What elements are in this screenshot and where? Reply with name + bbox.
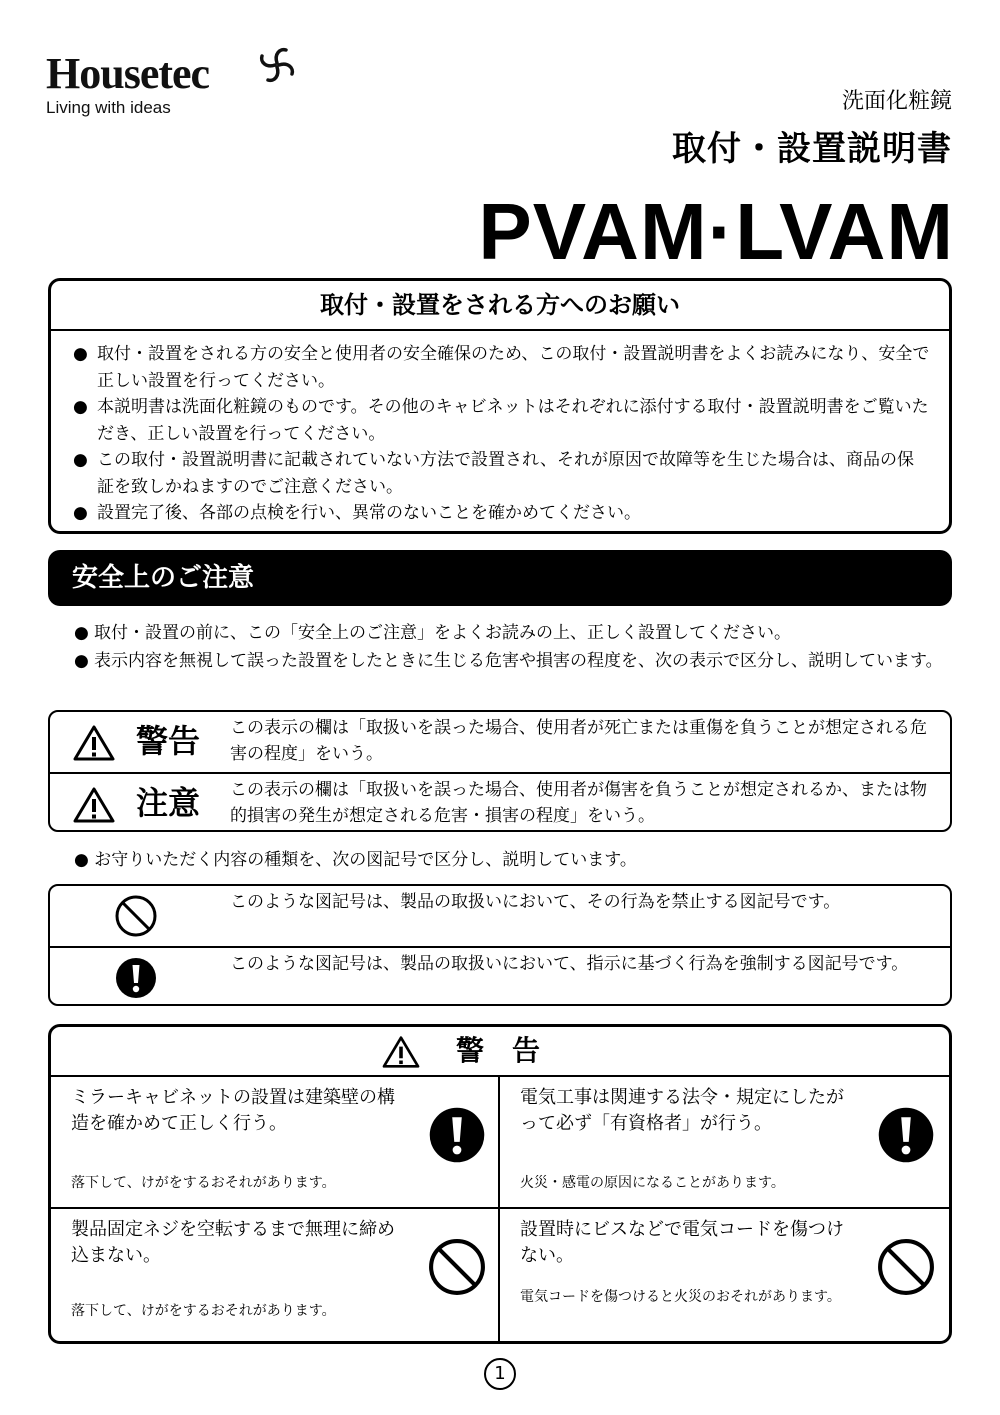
prohibition-icon bbox=[114, 894, 158, 938]
mandatory-description: このような図記号は、製品の取扱いにおいて、指示に基づく行為を強制する図記号です。 bbox=[230, 954, 909, 974]
warning-item bbox=[51, 1077, 500, 1209]
installer-request-box bbox=[48, 278, 952, 534]
bullet-icon: ● bbox=[73, 344, 88, 364]
warning-item-text: 電気工事は関連する法令・規定にしたがって必ず「有資格者」が行う。 bbox=[520, 1087, 844, 1134]
request-item: ● この取付・設置説明書に記載されていない方法で設置され、それが原因で故障等を生じた場合は、商品の保証を致しかねますのでご注意ください。 bbox=[73, 447, 931, 500]
model-number: PVAM·LVAM bbox=[478, 187, 954, 276]
symbol-row bbox=[50, 946, 950, 1006]
hazard-level-row bbox=[50, 772, 950, 832]
warning-item bbox=[51, 1209, 500, 1341]
bullet-icon: ● bbox=[73, 450, 88, 470]
warning-item-consequence: 落下して、けがをするおそれがあります。 bbox=[71, 1303, 336, 1319]
brand-tagline: Living with ideas bbox=[46, 98, 171, 117]
intro-item: ● 表示内容を無視して誤った設置をしたときに生じる危害や損害の程度を、次の表示で区分し、説明しています。 bbox=[74, 647, 944, 675]
caution-label: 注意 bbox=[136, 784, 201, 822]
prohibition-icon bbox=[876, 1237, 936, 1297]
pinwheel-icon bbox=[254, 42, 300, 88]
warning-item-text: ミラーキャビネットの設置は建築壁の構造を確かめて正しく行う。 bbox=[71, 1087, 395, 1134]
warning-item bbox=[500, 1209, 949, 1341]
caution-triangle-icon bbox=[72, 786, 116, 824]
prohibition-description: このような図記号は、製品の取扱いにおいて、その行為を禁止する図記号です。 bbox=[230, 892, 841, 912]
symbol-note: ● お守りいただく内容の種類を、次の図記号で区分し、説明しています。 bbox=[74, 850, 637, 870]
warning-triangle-icon bbox=[72, 724, 116, 762]
bullet-icon: ● bbox=[74, 850, 89, 870]
hazard-level-table bbox=[48, 710, 952, 832]
warning-triangle-icon bbox=[381, 1035, 421, 1069]
bullet-icon: ● bbox=[73, 397, 88, 417]
brand-name: Housetec bbox=[46, 49, 210, 98]
installer-request-title: 取付・設置をされる方へのお願い bbox=[51, 281, 949, 331]
document-title: 取付・設置説明書 bbox=[672, 129, 952, 169]
request-item: ● 本説明書は洗面化粧鏡のものです。その他のキャビネットはそれぞれに添付する取付・設置説明書をご覧いただき、正しい設置を行ってください。 bbox=[73, 394, 931, 447]
mandatory-icon bbox=[876, 1105, 936, 1165]
warning-item-text: 設置時にビスなどで電気コードを傷つけない。 bbox=[520, 1219, 844, 1266]
warning-label: 警告 bbox=[136, 722, 201, 760]
warning-box-header bbox=[51, 1027, 949, 1077]
mandatory-icon bbox=[427, 1105, 487, 1165]
request-item: ● 取付・設置をされる方の安全と使用者の安全確保のため、この取付・設置説明書をよくお読みになり、安全で正しい設置を行ってください。 bbox=[73, 341, 931, 394]
intro-item: ● 取付・設置の前に、この「安全上のご注意」をよくお読みの上、正しく設置してください。 bbox=[74, 619, 944, 647]
prohibition-icon bbox=[427, 1237, 487, 1297]
caution-description: この表示の欄は「取扱いを誤った場合、使用者が傷害を負うことが想定されるか、または物的損害の発生が想定される危害・損害の程度」をいう。 bbox=[230, 780, 927, 826]
warning-item-text: 製品固定ネジを空転するまで無理に締め込まない。 bbox=[71, 1219, 395, 1266]
bullet-icon: ● bbox=[73, 503, 88, 523]
warning-item-consequence: 火災・感電の原因になることがあります。 bbox=[520, 1175, 785, 1191]
bullet-icon: ● bbox=[74, 623, 89, 643]
mandatory-icon bbox=[114, 956, 158, 1000]
warning-item-consequence: 落下して、けがをするおそれがあります。 bbox=[71, 1175, 336, 1191]
bullet-icon: ● bbox=[74, 651, 89, 671]
warning-item bbox=[500, 1077, 949, 1209]
safety-intro bbox=[74, 619, 944, 675]
brand-logo bbox=[46, 48, 209, 118]
symbol-row bbox=[50, 886, 950, 946]
warning-box-title: 警告 bbox=[456, 1034, 569, 1067]
hazard-level-row bbox=[50, 712, 950, 772]
warning-instructions-box bbox=[48, 1024, 952, 1344]
safety-section-heading: 安全上のご注意 bbox=[48, 550, 952, 606]
product-category: 洗面化粧鏡 bbox=[841, 89, 952, 114]
warning-item-consequence: 電気コードを傷つけると火災のおそれがあります。 bbox=[520, 1289, 841, 1305]
warning-description: この表示の欄は「取扱いを誤った場合、使用者が死亡または重傷を負うことが想定される危害の程度」をいう。 bbox=[230, 718, 927, 764]
request-item: ● 設置完了後、各部の点検を行い、異常のないことを確かめてください。 bbox=[73, 500, 931, 527]
page-number: 1 bbox=[484, 1358, 516, 1390]
symbol-legend-table bbox=[48, 884, 952, 1006]
